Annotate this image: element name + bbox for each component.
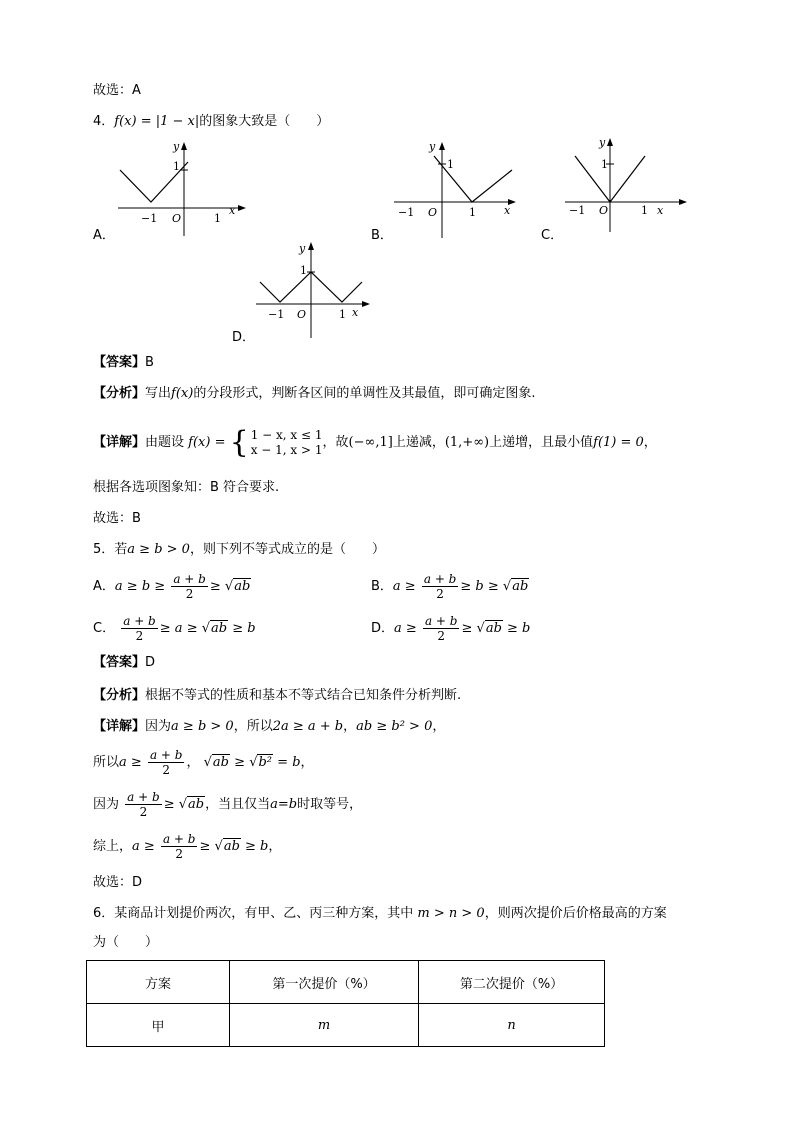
tick-label-1: 1 <box>339 308 346 321</box>
q5-detail-2: 所以a ≥ $\frac{a + b}{2}$ ， √ab ≥ √b² = b， <box>93 748 314 777</box>
q5-option-b: B．a ≥ $\frac{a + b}{2}$ ≥ b ≥ √ab <box>371 572 529 601</box>
origin-label: O <box>599 204 609 217</box>
q5-detail-4: 综上，a ≥ $\frac{a + b}{2}$ ≥ √ab ≥ b， <box>93 832 282 861</box>
tick-label-neg-1: −1 <box>398 206 415 219</box>
q5-choose: 故选：D <box>93 875 143 890</box>
piecewise-cases: { 1 − x, x ≤ 1 x − 1, x > 1 <box>229 424 323 460</box>
q4-detail: 【详解】由题设 f(x) = { 1 − x, x ≤ 1 x − 1, x > 1 ，故(−∞,1]上递减，(1,+∞)上递增，且最小值f(1) = 0， <box>93 424 657 460</box>
question-5-title: 5．若a ≥ b > 0，则下列不等式成立的是（ ） <box>93 542 385 557</box>
q4-analysis: 【分析】写出f(x)的分段形式，判断各区间的单调性及其最值，即可确定图象. <box>93 386 536 401</box>
table-cell: n <box>419 1004 605 1047</box>
graph-option-a <box>118 140 248 240</box>
table-row <box>87 1004 605 1047</box>
graph-option-d <box>256 240 381 340</box>
table-header-cell: 第二次提价（%） <box>419 961 605 1004</box>
q5-analysis: 【分析】根据不等式的性质和基本不等式结合已知条件分析判断. <box>93 688 462 703</box>
q5-detail-3: 因为 $\frac{a + b}{2}$ ≥ √ab，当且仅当a=b时取等号， <box>93 790 363 819</box>
y-axis-label: y <box>599 136 606 149</box>
graph-option-b <box>394 140 524 240</box>
prev-answer-line: 故选：A <box>93 83 141 98</box>
x-axis-label: x <box>657 204 664 217</box>
y-axis-label: y <box>429 140 436 153</box>
tick-label-1: 1 <box>173 160 180 173</box>
x-axis-label: x <box>229 204 236 217</box>
q5-option-d: D．a ≥ $\frac{a + b}{2}$ ≥ √ab ≥ b <box>371 614 531 643</box>
pricing-plan-table <box>86 960 605 1047</box>
tick-label-neg-1: −1 <box>268 308 285 321</box>
graph-option-c <box>565 134 695 234</box>
tick-label-neg-1: −1 <box>569 204 586 217</box>
question-4-title: 4．f(x) = |1 − x|的图象大致是（ ） <box>93 114 330 129</box>
option-a-label: A． <box>93 228 115 243</box>
table-cell: 甲 <box>87 1004 230 1047</box>
option-c-label: C． <box>541 228 564 243</box>
origin-label: O <box>297 308 307 321</box>
q5-option-a: A．a ≥ b ≥ $\frac{a + b}{2}$ ≥ √ab <box>93 572 251 601</box>
origin-label: O <box>172 212 182 225</box>
x-axis-label: x <box>352 306 359 319</box>
option-b-label: B． <box>371 228 393 243</box>
tick-label-1: 1 <box>214 212 221 225</box>
question-6-title: 6．某商品计划提价两次，有甲、乙、丙三种方案，其中 m > n > 0，则两次提价后价格最高的方案 <box>93 906 667 921</box>
y-axis-label: y <box>299 242 306 255</box>
tick-label-1: 1 <box>641 204 648 217</box>
origin-label: O <box>428 206 438 219</box>
tick-label-neg-1: −1 <box>141 212 158 225</box>
tick-label-1: 1 <box>447 158 454 171</box>
q4-conclusion: 根据各选项图象知：B 符合要求. <box>93 480 280 495</box>
table-header-cell: 第一次提价（%） <box>230 961 419 1004</box>
option-d-label: D． <box>232 330 256 345</box>
x-axis-label: x <box>504 204 511 217</box>
tick-label-1: 1 <box>300 264 307 277</box>
table-header-row <box>87 961 605 1004</box>
q4-answer: 【答案】B <box>93 355 154 370</box>
tick-label-1: 1 <box>469 206 476 219</box>
q5-option-c: C． $\frac{a + b}{2}$ ≥ a ≥ √ab ≥ b <box>93 614 256 643</box>
table-header-cell: 方案 <box>87 961 230 1004</box>
table-cell: m <box>230 1004 419 1047</box>
tick-label-1: 1 <box>601 158 608 171</box>
q5-detail-1: 【详解】因为a ≥ b > 0，所以2a ≥ a + b，ab ≥ b² > 0， <box>93 719 446 734</box>
q4-choose: 故选：B <box>93 511 141 526</box>
question-6-title-cont: 为（ ） <box>93 935 159 950</box>
y-axis-label: y <box>173 140 180 153</box>
q5-answer: 【答案】D <box>93 655 156 670</box>
